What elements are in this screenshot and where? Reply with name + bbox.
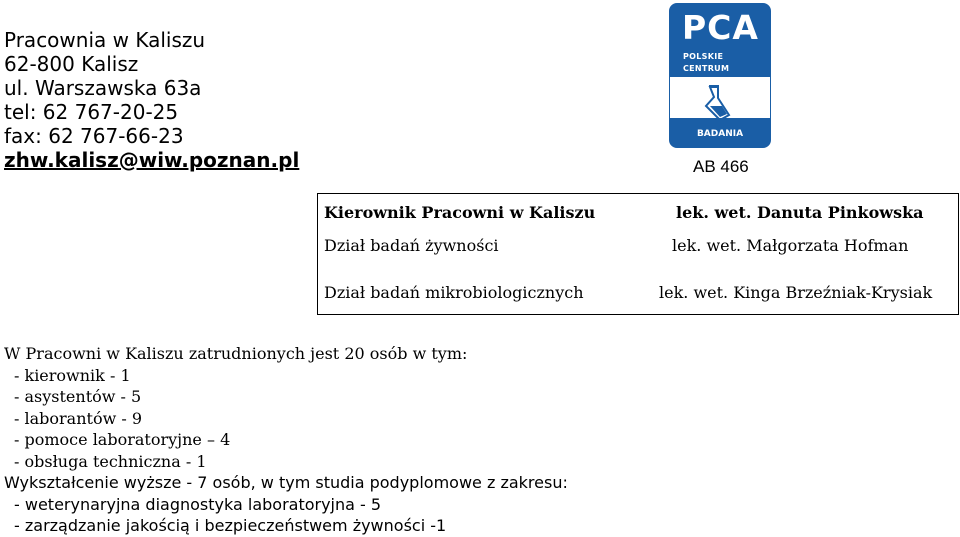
pca-accreditation-logo <box>669 3 771 148</box>
staff-role-head: Kierownik Pracowni w Kaliszu <box>324 203 596 222</box>
lab-name: Pracownia w Kaliszu <box>4 28 206 52</box>
flask-icon <box>698 84 744 124</box>
logo-abbreviation: PCA <box>682 8 759 47</box>
list-item: - weterynaryjna diagnostyka laboratoryjna - 5 <box>14 494 382 514</box>
employment-summary <box>4 343 568 537</box>
list-item: - pomoce laboratoryjne – 4 <box>14 430 231 449</box>
education-intro: Wykształcenie wyższe - 7 osób, w tym studia podyplomowe z zakresu: <box>4 473 568 492</box>
street-address: ul. Warszawska 63a <box>4 76 202 100</box>
logo-category: BADANIA <box>696 129 744 139</box>
logo-org-line1: POLSKIE CENTRUM <box>683 52 730 73</box>
staff-role-micro: Dział badań mikrobiologicznych <box>324 283 584 302</box>
email-link[interactable]: zhw.kalisz@wiw.poznan.pl <box>4 148 300 172</box>
list-item: - laborantów - 9 <box>14 408 143 428</box>
fax-number: fax: 62 767-66-23 <box>4 124 184 148</box>
staff-role-food: Dział badań żywności <box>324 236 499 255</box>
postal-code: 62-800 Kalisz <box>4 52 139 76</box>
list-item: - asystentów - 5 <box>14 387 142 406</box>
staff-name-food: lek. wet. Małgorzata Hofman <box>672 236 909 255</box>
staff-table <box>317 193 959 315</box>
accreditation-number: AB 466 <box>693 157 749 176</box>
staff-name-head: lek. wet. Danuta Pinkowska <box>676 203 924 222</box>
phone-number: tel: 62 767-20-25 <box>4 100 179 124</box>
employment-intro: W Pracowni w Kaliszu zatrudnionych jest 20 osób w tym: <box>4 344 468 363</box>
contact-address-block <box>4 28 299 172</box>
staff-name-micro: lek. wet. Kinga Brzeźniak-Krysiak <box>659 283 933 302</box>
list-item: - kierownik - 1 <box>14 365 131 385</box>
list-item: - zarządzanie jakością i bezpieczeństwem żywności -1 <box>14 516 447 535</box>
list-item: - obsługa techniczna - 1 <box>14 451 207 471</box>
